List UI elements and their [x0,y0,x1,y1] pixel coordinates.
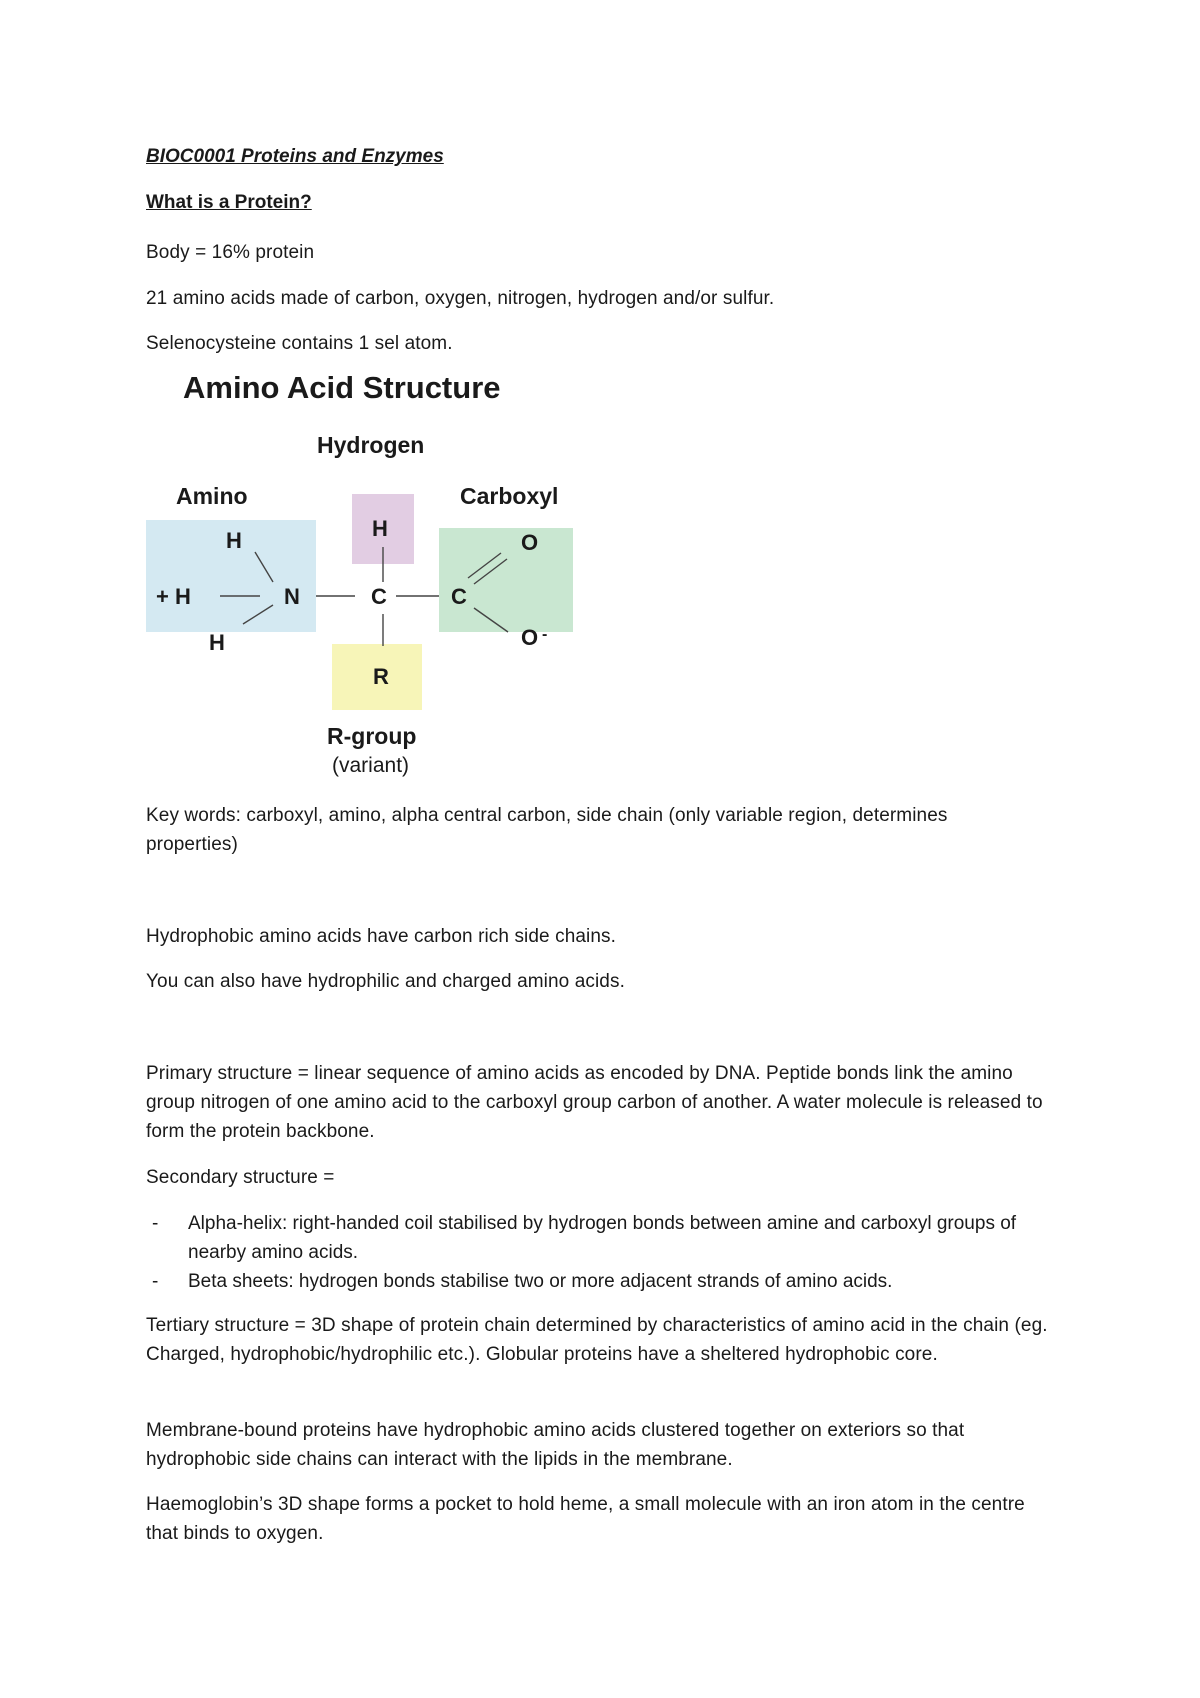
atom-o-double: O [521,530,539,555]
diagram-title: Amino Acid Structure [183,370,501,405]
paragraph-keywords: Key words: carboxyl, amino, alpha central carbon, side chain (only variable region, determines properties) [146,805,948,855]
list-item [146,1209,1076,1267]
paragraph-haemoglobin: Haemoglobin’s 3D shape forms a pocket to hold heme, a small molecule with an iron atom in the centre that binds to oxygen. [146,1494,1025,1544]
paragraph-hydrophilic: You can also have hydrophilic and charged amino acids. [146,971,625,992]
list-dash: - [152,1213,159,1234]
paragraph-secondary-structure: Secondary structure = [146,1167,335,1188]
paragraph-tertiary-structure: Tertiary structure = 3D shape of protein chain determined by characteristics of amino acid in the chain (eg. Charged, hydrophobic/hydrophilic etc.). Globular proteins have a sheltered hydrophobic core. [146,1315,1048,1365]
label-hydrogen: Hydrogen [317,432,425,458]
label-carboxyl: Carboxyl [460,483,559,509]
list-item-text: Beta sheets: hydrogen bonds stabilise two or more adjacent strands of amino acids. [188,1271,893,1292]
secondary-structure-list [146,1209,1076,1296]
list-dash: - [152,1271,159,1292]
amino-acid-structure-diagram [140,362,590,782]
list-item [146,1267,1076,1296]
list-item-text: Alpha-helix: right-handed coil stabilised by hydrogen bonds between amine and carboxyl groups of nearby amino acids. [188,1213,1017,1263]
paragraph-body-percent: Body = 16% protein [146,242,315,263]
atom-h-bottom: H [209,630,225,655]
label-rgroup: R-group [327,723,417,749]
atom-h-top: H [226,528,242,553]
paragraph-membrane-proteins: Membrane-bound proteins have hydrophobic amino acids clustered together on exteriors so that hydrophobic side chains can interact with the lipids in the membrane. [146,1420,965,1470]
carboxyl-group-box [439,528,573,632]
atom-r: R [373,664,389,689]
paragraph-hydrophobic: Hydrophobic amino acids have carbon rich side chains. [146,926,616,947]
label-amino: Amino [176,483,248,509]
label-variant: (variant) [332,754,410,777]
atom-n: N [284,584,300,609]
atom-plus-h: + H [156,584,191,609]
section-heading: What is a Protein? [146,192,312,213]
document-title: BIOC0001 Proteins and Enzymes [146,146,444,167]
atom-o-minus: O [521,625,539,650]
paragraph-amino-acids: 21 amino acids made of carbon, oxygen, nitrogen, hydrogen and/or sulfur. [146,288,775,309]
atom-c-carboxyl: C [451,584,467,609]
atom-c-alpha: C [371,584,387,609]
paragraph-selenocysteine: Selenocysteine contains 1 sel atom. [146,333,453,354]
atom-h-alpha: H [372,516,388,541]
charge-minus: - [542,626,548,643]
paragraph-primary-structure: Primary structure = linear sequence of amino acids as encoded by DNA. Peptide bonds link the amino group nitrogen of one amino acid to the carboxyl group carbon of another. A water molecule is released to form the protein backbone. [146,1063,1043,1142]
